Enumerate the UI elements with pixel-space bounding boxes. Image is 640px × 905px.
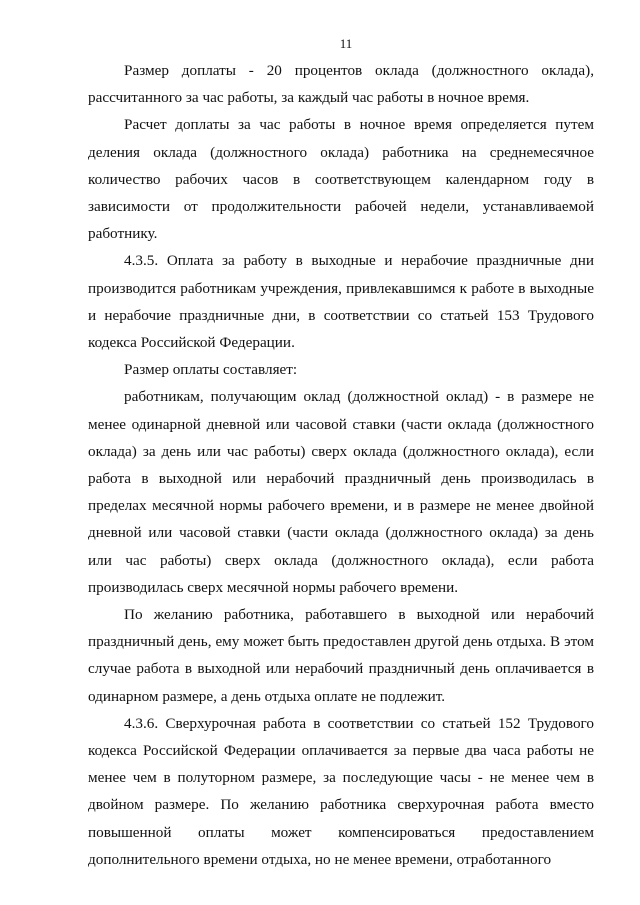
document-body [88,57,594,873]
page-number: 11 [339,36,353,51]
paragraph-4-3-5-weekend-pay: 4.3.5. Оплата за работу в выходные и нерабочие праздничные дни производится работникам учреждения, привлекавшимся к работе в выходные и нерабочие праздничные дни, в соответствии со статьей 153 Трудового кодекса Российской Федерации. [88,252,594,352]
paragraph-pay-amount-heading: Размер оплаты составляет: [124,361,298,379]
paragraph-4-3-6-overtime: 4.3.6. Сверхурочная работа в соответствии со статьей 152 Трудового кодекса Российской Федерации оплачивается за первые два часа работы не менее чем в полуторном размере, за последующие часы - не менее чем в двойном размере. По желанию работника сверхурочная работа вместо повышенной оплаты может компенсироваться предоставлением дополнительного времени отдыха, но не менее времени, отработанного [88,714,594,868]
paragraph-night-pay-calculation: Расчет доплаты за час работы в ночное время определяется путем деления оклада (должностного оклада) работника на среднемесячное количество рабочих часов в соответствующем календарном году в зависимости от продолжительности рабочей недели, устанавливаемой работнику. [88,116,594,243]
paragraph-salaried-workers: работникам, получающим оклад (должностной оклад) - в размере не менее одинарной дневной или часовой ставки (части оклада (должностного оклада) за день или час работы) сверх оклада (должностного оклада), если работа в выходной или нерабочий праздничный день производилась в пределах месячной нормы рабочего времени, и в размере не менее двойной дневной или часовой ставки (части оклада (должностного оклада) за день или час работы) сверх оклада (должностного оклада), если работа производилась сверх месячной нормы рабочего времени. [88,388,594,596]
paragraph-day-off-option: По желанию работника, работавшего в выходной или нерабочий праздничный день, ему может быть предоставлен другой день отдыха. В этом случае работа в выходной или нерабочий праздничный день оплачивается в одинарном размере, а день отдыха оплате не подлежит. [88,606,594,705]
paragraph-night-pay-rate: Размер доплаты - 20 процентов оклада (должностного оклада), рассчитанного за час работы, за каждый час работы в ночное время. [88,62,594,107]
